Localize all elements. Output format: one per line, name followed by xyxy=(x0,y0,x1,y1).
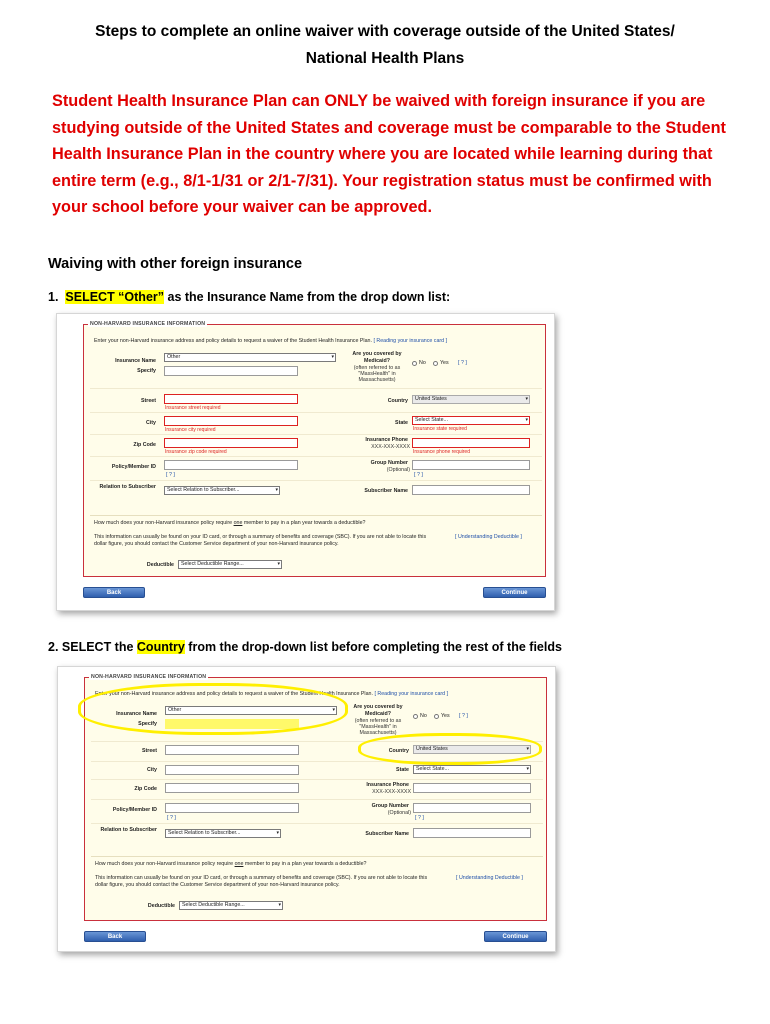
city-label: City xyxy=(145,420,156,426)
form-intro-text: Enter your non-Harvard insurance address and policy details to request a waiver of the Student Health Insurance Plan. xyxy=(95,691,373,697)
country-circle xyxy=(358,733,542,765)
phone-input[interactable] xyxy=(413,783,531,793)
state-error: Insurance state required xyxy=(413,426,467,432)
policy-label: Policy/Member ID xyxy=(111,464,156,470)
street-input[interactable] xyxy=(164,394,298,404)
medicaid-yes-label: Yes xyxy=(440,360,449,366)
relation-row xyxy=(91,824,543,846)
policy-input[interactable] xyxy=(164,460,298,470)
street-row xyxy=(90,391,542,413)
phone-input[interactable] xyxy=(412,438,530,448)
step-2-text: from the drop-down list before completing the rest of the fields xyxy=(184,640,562,654)
deductible-link[interactable]: [ Understanding Deductible ] xyxy=(456,875,523,881)
form-screenshot-2 xyxy=(57,666,556,952)
document-title xyxy=(40,18,730,72)
state-label: State xyxy=(395,420,408,426)
chevron-down-icon: ▾ xyxy=(276,830,279,836)
deductible-select[interactable] xyxy=(178,560,282,569)
form-screenshot-1 xyxy=(56,313,555,611)
state-select[interactable] xyxy=(412,416,530,425)
continue-button[interactable]: Continue xyxy=(483,587,546,598)
relation-select[interactable] xyxy=(165,829,281,838)
medicaid-label: Are you covered by Medicaid? xyxy=(353,704,403,717)
state-value: Select State... xyxy=(415,417,448,423)
deductible-label: Deductible xyxy=(146,562,174,568)
medicaid-label: Are you covered by Medicaid? xyxy=(352,351,402,364)
form-legend: NON-HARVARD INSURANCE INFORMATION xyxy=(90,321,206,327)
deductible-question xyxy=(95,861,535,867)
state-label: State xyxy=(396,767,409,773)
section-heading: Waiving with other foreign insurance xyxy=(48,256,303,272)
phone-error: Insurance phone required xyxy=(413,449,470,455)
continue-button[interactable]: Continue xyxy=(484,931,547,942)
phone-format: XXX-XXX-XXXX xyxy=(371,444,410,450)
warning-paragraph: Student Health Insurance Plan can ONLY be waived with foreign insurance if you are studying outside of the United States and coverage must be comparable to the Student Health Insurance Plan in the country where you are located while learning during that entire term (e.g., 8/1-1/31 or 2/1-7/31). Your registration status must be confirmed with your school before your waiver can be approved. xyxy=(52,92,726,216)
relation-row xyxy=(90,481,542,503)
policy-row xyxy=(90,457,542,481)
group-optional: (Optional) xyxy=(387,810,411,816)
policy-label: Policy/Member ID xyxy=(112,807,157,813)
medicaid-subtext: (often referred to as "MassHealth" in Massachusetts) xyxy=(353,365,401,383)
title-line-1: Steps to complete an online waiver with coverage outside of the United States/ xyxy=(95,23,675,40)
form-legend: NON-HARVARD INSURANCE INFORMATION xyxy=(91,674,207,680)
insurance-name-select[interactable] xyxy=(164,353,336,362)
relation-value: Select Relation to Subscriber... xyxy=(167,487,240,493)
state-value: Select State... xyxy=(416,766,449,772)
step-2-highlight: Country xyxy=(136,640,185,654)
relation-label: Relation to Subscriber xyxy=(99,484,156,490)
deductible-question-one: one xyxy=(233,520,243,526)
policy-help-link[interactable]: [ ? ] xyxy=(167,815,176,821)
country-value: United States xyxy=(416,746,448,752)
policy-input[interactable] xyxy=(165,803,299,813)
deductible-value: Select Deductible Range... xyxy=(182,902,245,908)
zip-row xyxy=(90,435,542,457)
subscriber-input[interactable] xyxy=(413,828,531,838)
insurance-name-value: Other xyxy=(167,354,181,360)
deductible-value: Select Deductible Range... xyxy=(181,561,244,567)
city-row xyxy=(90,413,542,435)
subscriber-input[interactable] xyxy=(412,485,530,495)
step-1-text: as the Insurance Name from the drop down list: xyxy=(164,290,451,304)
deductible-section xyxy=(91,856,543,909)
medicaid-help-link[interactable]: [ ? ] xyxy=(458,360,467,366)
zip-row xyxy=(91,780,543,800)
chevron-down-icon: ▾ xyxy=(526,766,529,772)
group-label: Group Number xyxy=(371,803,409,809)
deductible-label: Deductible xyxy=(147,903,175,909)
policy-help-link[interactable]: [ ? ] xyxy=(166,472,175,478)
deductible-question-pre: How much does your non-Harvard insurance policy require xyxy=(94,520,234,526)
city-error: Insurance city required xyxy=(165,427,216,433)
city-label: City xyxy=(146,767,157,773)
insurance-name-row xyxy=(90,349,542,389)
step-1-instruction xyxy=(48,290,450,304)
subscriber-label: Subscriber Name xyxy=(365,831,409,837)
specify-label: Specify xyxy=(138,721,157,727)
back-button[interactable]: Back xyxy=(84,931,146,942)
city-input[interactable] xyxy=(165,765,299,775)
step-1-highlight: SELECT “Other” xyxy=(65,290,165,304)
country-value: United States xyxy=(415,396,447,402)
zip-label: Zip Code xyxy=(134,786,157,792)
chevron-down-icon: ▾ xyxy=(331,354,334,360)
medicaid-no-label: No xyxy=(419,360,426,366)
chevron-down-icon: ▾ xyxy=(332,707,335,713)
group-input[interactable] xyxy=(412,460,530,470)
street-error: Insurance street required xyxy=(165,405,221,411)
reading-card-link[interactable]: [ Reading your insurance card ] xyxy=(374,691,449,697)
chevron-down-icon: ▾ xyxy=(277,561,280,567)
city-input[interactable] xyxy=(164,416,298,426)
deductible-link[interactable]: [ Understanding Deductible ] xyxy=(455,534,522,540)
zip-error: Insurance zip code required xyxy=(165,449,227,455)
deductible-info: This information can usually be found on your ID card, or through a summary of benefits and coverage (SBC). If you are not able to locate this dollar figure, you should contact the Customer Service department of your non-Harvard insurance policy. xyxy=(94,534,427,547)
medicaid-subtext: (often referred to as "MassHealth" in Massachusetts) xyxy=(354,718,402,736)
country-label: Country xyxy=(387,398,408,404)
deductible-select[interactable] xyxy=(179,901,283,910)
phone-label: Insurance Phone xyxy=(366,782,409,788)
chevron-down-icon: ▾ xyxy=(525,417,528,423)
group-input[interactable] xyxy=(413,803,531,813)
country-select[interactable] xyxy=(412,395,530,404)
deductible-question-post: member to pay in a plan year towards a deductible? xyxy=(243,861,367,867)
group-help-link[interactable]: [ ? ] xyxy=(415,815,424,821)
step-2-lead: 2. SELECT the xyxy=(48,640,137,654)
zip-input[interactable] xyxy=(165,783,299,793)
step-1-number: 1. xyxy=(48,290,59,304)
chevron-down-icon: ▾ xyxy=(526,746,529,752)
form-intro xyxy=(94,338,544,344)
back-button[interactable]: Back xyxy=(83,587,145,598)
subscriber-label: Subscriber Name xyxy=(364,488,408,494)
insurance-name-label: Insurance Name xyxy=(116,711,157,717)
insurance-name-label: Insurance Name xyxy=(115,358,156,364)
chevron-down-icon: ▾ xyxy=(275,487,278,493)
insurance-name-value: Other xyxy=(168,707,182,713)
zip-label: Zip Code xyxy=(133,442,156,448)
insurance-name-circle xyxy=(78,683,348,735)
relation-select[interactable] xyxy=(164,486,280,495)
title-line-2: National Health Plans xyxy=(305,50,465,67)
policy-row xyxy=(91,800,543,824)
reading-card-link[interactable]: [ Reading your insurance card ] xyxy=(373,338,448,344)
form-intro-text: Enter your non-Harvard insurance address and policy details to request a waiver of the Student Health Insurance Plan. xyxy=(94,338,372,344)
chevron-down-icon: ▾ xyxy=(278,902,281,908)
phone-format: XXX-XXX-XXXX xyxy=(372,789,411,795)
relation-value: Select Relation to Subscriber... xyxy=(168,830,241,836)
specify-input[interactable] xyxy=(164,366,298,376)
medicaid-help-link[interactable]: [ ? ] xyxy=(459,713,468,719)
deductible-question-one: one xyxy=(234,861,244,867)
step-2-instruction xyxy=(48,640,562,654)
deductible-question xyxy=(94,520,534,526)
insurance-form xyxy=(83,321,546,577)
state-select[interactable] xyxy=(413,765,531,774)
relation-label: Relation to Subscriber xyxy=(100,827,157,833)
medicaid-yes-radio[interactable] xyxy=(433,361,438,366)
group-optional: (Optional) xyxy=(386,467,410,473)
group-help-link[interactable]: [ ? ] xyxy=(414,472,423,478)
street-label: Street xyxy=(140,398,156,404)
deductible-question-pre: How much does your non-Harvard insurance policy require xyxy=(95,861,235,867)
deductible-section xyxy=(90,515,542,568)
country-label: Country xyxy=(388,748,409,754)
medicaid-yes-label: Yes xyxy=(441,713,450,719)
group-label: Group Number xyxy=(370,460,408,466)
deductible-question-post: member to pay in a plan year towards a deductible? xyxy=(242,520,366,526)
zip-input[interactable] xyxy=(164,438,298,448)
medicaid-no-label: No xyxy=(420,713,427,719)
deductible-info: This information can usually be found on your ID card, or through a summary of benefits and coverage (SBC). If you are not able to locate this dollar figure, you should contact the Customer Service department of your non-Harvard insurance policy. xyxy=(95,875,428,888)
medicaid-no-radio[interactable] xyxy=(413,714,418,719)
street-label: Street xyxy=(141,748,157,754)
phone-label: Insurance Phone xyxy=(365,437,408,443)
medicaid-no-radio[interactable] xyxy=(412,361,417,366)
specify-label: Specify xyxy=(137,368,156,374)
chevron-down-icon: ▾ xyxy=(525,396,528,402)
medicaid-yes-radio[interactable] xyxy=(434,714,439,719)
street-input[interactable] xyxy=(165,745,299,755)
